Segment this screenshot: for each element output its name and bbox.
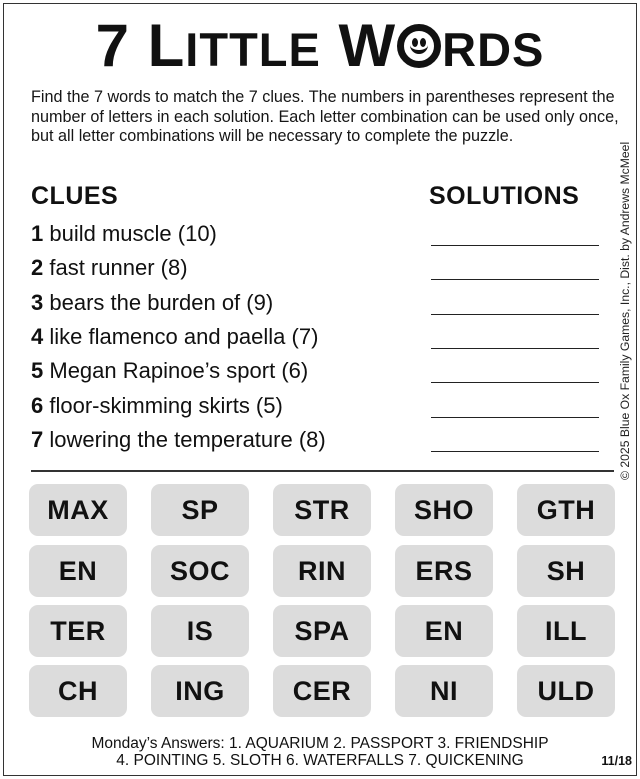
previous-answers-line-2: 4. POINTING 5. SLOTH 6. WATERFALLS 7. QUICKENING [116,752,524,769]
letter-tile[interactable]: SP [151,484,249,536]
clue-text: bears the burden of (9) [43,289,274,315]
letter-tile[interactable]: SPA [273,605,371,657]
letter-tile[interactable]: STR [273,484,371,536]
solutions-header: SOLUTIONS [429,182,580,210]
solution-blank[interactable] [431,451,599,452]
clue-item [31,255,188,281]
copyright-credit: © 2025 Blue Ox Family Games, Inc., Dist. by Andrews McMeel [618,141,632,480]
letter-tile[interactable]: TER [29,605,127,657]
clue-number: 7 [31,426,44,452]
instructions: Find the 7 words to match the 7 clues. The numbers in parentheses represent the number of letters in each solution. Each letter combination can be used only once, but all letter combinations will be necessary to complete the puzzle. [31,88,619,145]
letter-tile[interactable]: SH [517,545,615,597]
clue-item [31,393,283,419]
letter-tile[interactable]: ING [151,665,249,717]
clue-text: lowering the temperature (8) [43,426,326,452]
puzzle-date: 11/18 [601,754,632,768]
clues-header: CLUES [31,182,119,210]
clue-text: build muscle (10) [43,221,217,246]
solution-blank[interactable] [431,245,599,246]
clue-item [31,324,318,350]
letter-tile[interactable]: EN [395,605,493,657]
clue-text: floor-skimming skirts (5) [43,392,283,418]
letter-tile[interactable]: GTH [517,484,615,536]
solution-blank[interactable] [431,314,599,315]
letter-tile[interactable]: ERS [395,545,493,597]
letter-tile[interactable]: ILL [517,605,615,657]
letter-tile[interactable]: ULD [517,665,615,717]
clue-number: 4 [31,323,44,349]
solution-blank[interactable] [431,348,599,349]
solution-blank[interactable] [431,279,599,280]
clue-number: 5 [31,358,44,384]
letter-tile[interactable]: MAX [29,484,127,536]
previous-answers-line-1: Monday’s Answers: 1. AQUARIUM 2. PASSPORT 3. FRIENDSHIP [91,735,549,752]
clue-item [31,290,273,316]
letter-tile[interactable]: EN [29,545,127,597]
letter-tile[interactable]: CER [273,665,371,717]
smiley-face-icon [397,24,441,68]
previous-answers [0,735,640,769]
clue-item [31,221,217,247]
letter-tile[interactable]: IS [151,605,249,657]
puzzle-title: 7 LITTLE W RDS [95,12,545,79]
clue-text: fast runner (8) [43,255,188,281]
clue-number: 6 [31,392,44,418]
letter-tile[interactable]: CH [29,665,127,717]
clue-number: 2 [31,255,44,281]
letter-tile[interactable]: SHO [395,484,493,536]
clue-text: like flamenco and paella (7) [43,323,319,349]
divider [31,470,614,472]
clue-number: 3 [31,289,44,315]
letter-tile[interactable]: RIN [273,545,371,597]
clue-text: Megan Rapinoe’s sport (6) [43,358,309,384]
clue-item [31,358,308,384]
solution-blank[interactable] [431,382,599,383]
clue-item [31,427,326,453]
letter-tile[interactable]: NI [395,665,493,717]
letter-tile[interactable]: SOC [151,545,249,597]
clue-number: 1 [31,221,44,246]
solution-blank[interactable] [431,417,599,418]
